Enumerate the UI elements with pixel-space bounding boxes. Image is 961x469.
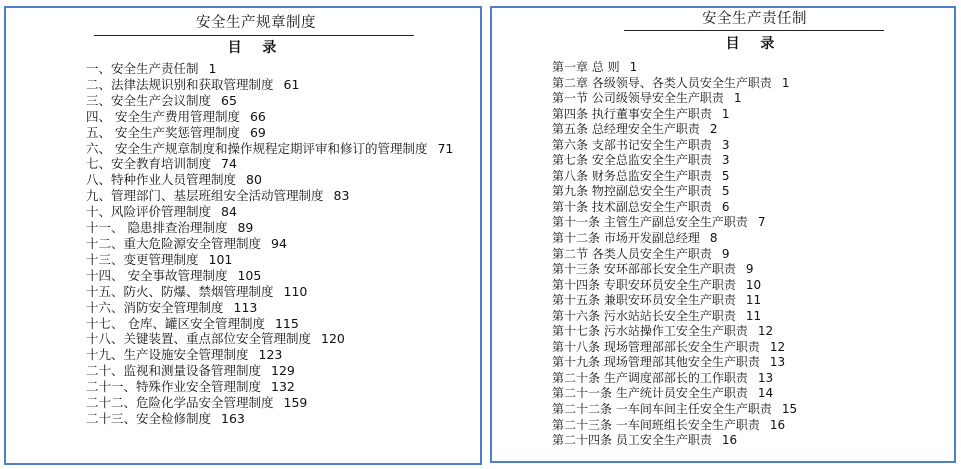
toc-entry-page-number: 1 [208, 61, 217, 76]
toc-entry-page-number: 10 [745, 277, 762, 292]
toc-entry-title: 一、安全生产责任制 [86, 61, 199, 76]
toc-entry [86, 141, 476, 157]
toc-entry [86, 93, 476, 109]
toc-entry-title: 第十八条 现场管理部部长安全生产职责 [552, 339, 760, 354]
toc-entry-title: 第一章 总 则 [552, 60, 620, 74]
toc-entry [552, 153, 952, 169]
toc-entry-page-number: 84 [221, 204, 237, 220]
toc-entry-page-number: 66 [249, 108, 266, 124]
toc-entry-title: 第十三条 安环部部长安全生产职责 [552, 262, 736, 277]
toc-entry-page-number: 163 [221, 410, 245, 426]
toc-entry [552, 60, 952, 76]
toc-entry [86, 395, 476, 411]
toc-entry-page-number: 159 [283, 395, 308, 411]
toc-entry [86, 77, 476, 93]
toc-entry-title: 第十一条 主管生产副总安全生产职责 [552, 215, 748, 230]
toc-entry-title: 第十四条 专职安环员安全生产职责 [552, 277, 736, 292]
toc-entry-title: 八、特种作业人员管理制度 [86, 172, 237, 188]
toc-entry-page-number: 65 [221, 92, 237, 108]
toc-entry [552, 309, 952, 325]
toc-entry [552, 293, 952, 309]
toc-entry-title: 第六条 支部书记安全生产职责 [552, 137, 712, 152]
toc-entry-page-number: 16 [721, 433, 738, 448]
toc-entry-title: 第十二条 市场开发副总经理 [552, 231, 700, 246]
table-of-contents [552, 60, 952, 449]
toc-entry-title: 第十九条 现场管理部其他安全生产职责 [552, 355, 760, 370]
toc-entry-title: 九、管理部门、基层班组安全活动管理制度 [86, 188, 324, 204]
toc-entry-page-number: 94 [271, 235, 287, 251]
toc-entry-title: 第十六条 污水站站长安全生产职责 [552, 308, 736, 323]
toc-entry-title: 第二十四条 员工安全生产职责 [552, 433, 712, 448]
toc-entry [86, 379, 476, 395]
toc-entry-page-number: 132 [271, 379, 295, 395]
toc-entry-page-number: 3 [721, 137, 730, 152]
toc-entry [86, 316, 476, 332]
toc-entry-title: 第一节 公司级领导安全生产职责 [552, 91, 724, 106]
toc-entry-page-number: 13 [769, 355, 786, 370]
toc-entry-title: 第十五条 兼职安环员安全生产职责 [552, 293, 736, 308]
toc-entry-page-number: 15 [781, 402, 798, 417]
toc-entry-title: 第五条 总经理安全生产职责 [552, 122, 700, 137]
toc-entry-title: 七、安全教育培训制度 [86, 156, 212, 172]
toc-entry [552, 122, 952, 138]
toc-entry [86, 204, 476, 220]
toc-entry-page-number: 61 [283, 76, 300, 92]
toc-entry [86, 268, 476, 284]
toc-entry-title: 十二、重大危险源安全管理制度 [86, 235, 262, 251]
toc-entry-title: 二、法律法规识别和获取管理制度 [86, 76, 274, 92]
toc-entry-page-number: 11 [745, 308, 762, 323]
toc-entry-page-number: 110 [283, 283, 308, 299]
toc-entry-title: 第四条 执行董事安全生产职责 [552, 106, 712, 121]
toc-entry-title: 十九、生产设施安全管理制度 [86, 347, 249, 363]
toc-entry-title: 十七、 仓库、罐区安全管理制度 [86, 315, 265, 331]
toc-entry-title: 第二章 各级领导、各类人员安全生产职责 [552, 75, 772, 90]
toc-entry [552, 107, 952, 123]
toc-entry-page-number: 6 [721, 199, 730, 214]
toc-entry-title: 第七条 安全总监安全生产职责 [552, 153, 712, 168]
toc-entry [86, 300, 476, 316]
toc-entry [86, 61, 476, 77]
toc-entry [86, 363, 476, 379]
toc-entry-page-number: 2 [709, 122, 718, 137]
document-title: 安全生产规章制度 [196, 15, 316, 31]
toc-entry [86, 109, 476, 125]
toc-entry-title: 第十条 技术副总安全生产职责 [552, 199, 712, 214]
toc-entry [552, 340, 952, 356]
toc-heading: 目 录 [725, 36, 783, 52]
toc-entry-title: 四、 安全生产费用管理制度 [86, 108, 240, 124]
toc-entry [552, 355, 952, 371]
toc-entry [86, 347, 476, 363]
toc-entry [86, 236, 476, 252]
toc-entry [552, 433, 952, 449]
toc-entry-title: 第九条 物控副总安全生产职责 [552, 184, 712, 199]
toc-entry-title: 十八、关键装置、重点部位安全管理制度 [86, 331, 312, 347]
toc-entry [552, 184, 952, 200]
toc-entry-page-number: 1 [721, 106, 730, 121]
toc-entry-page-number: 1 [629, 60, 638, 74]
toc-entry-page-number: 13 [757, 370, 774, 385]
toc-entry-title: 十五、防火、防爆、禁烟管理制度 [86, 283, 274, 299]
toc-entry-page-number: 69 [249, 124, 266, 140]
toc-entry [552, 418, 952, 434]
toc-entry-page-number: 12 [757, 324, 774, 339]
toc-entry-page-number: 105 [237, 267, 262, 283]
toc-entry-page-number: 9 [721, 246, 730, 261]
toc-entry [552, 91, 952, 107]
toc-entry [552, 215, 952, 231]
toc-entry [552, 138, 952, 154]
toc-entry-title: 二十二、危险化学品安全管理制度 [86, 395, 274, 411]
toc-entry-title: 二十三、安全检修制度 [86, 410, 212, 426]
toc-entry [86, 125, 476, 141]
toc-entry [552, 247, 952, 263]
toc-entry-page-number: 7 [757, 215, 766, 230]
toc-entry-page-number: 16 [769, 417, 786, 432]
toc-entry-title: 二十、监视和测量设备管理制度 [86, 363, 262, 379]
document-title: 安全生产责任制 [702, 11, 807, 27]
toc-heading: 目 录 [227, 40, 285, 56]
toc-entry-title: 第二十二条 一车间车间主任安全生产职责 [552, 402, 772, 417]
toc-entry-title: 十三、变更管理制度 [86, 251, 199, 267]
toc-entry-page-number: 123 [258, 347, 283, 363]
toc-entry-page-number: 5 [721, 184, 730, 199]
toc-entry-page-number: 74 [221, 156, 237, 172]
toc-entry [86, 220, 476, 236]
toc-entry-page-number: 120 [321, 331, 345, 347]
toc-entry-title: 第十七条 污水站操作工安全生产职责 [552, 324, 748, 339]
toc-entry-page-number: 12 [769, 339, 786, 354]
toc-entry-title: 六、 安全生产规章制度和操作规程定期评审和修订的管理制度 [86, 140, 428, 156]
toc-entry [552, 386, 952, 402]
toc-entry-title: 十一、 隐患排查治理制度 [86, 220, 228, 236]
toc-entry [86, 284, 476, 300]
toc-entry [552, 200, 952, 216]
toc-entry-title: 第二十一条 生产统计员安全生产职责 [552, 386, 748, 401]
toc-entry-page-number: 8 [709, 231, 718, 246]
toc-entry-title: 第二十三条 一车间班组长安全生产职责 [552, 417, 760, 432]
toc-entry [552, 76, 952, 92]
toc-entry-title: 十六、消防安全管理制度 [86, 299, 224, 315]
toc-entry-title: 第二节 各类人员安全生产职责 [552, 246, 712, 261]
toc-entry [552, 262, 952, 278]
title-underline [624, 30, 884, 31]
toc-entry-page-number: 71 [437, 140, 454, 156]
toc-entry-title: 第二十条 生产调度部部长的工作职责 [552, 370, 748, 385]
toc-entry-page-number: 115 [274, 315, 299, 331]
toc-entry-page-number: 11 [745, 293, 762, 308]
toc-entry-page-number: 89 [237, 220, 254, 236]
toc-entry-page-number: 80 [246, 172, 262, 188]
document-page-left [4, 6, 482, 465]
toc-entry-page-number: 1 [733, 91, 742, 106]
table-of-contents [86, 61, 476, 427]
toc-entry-page-number: 14 [757, 386, 774, 401]
toc-entry-page-number: 9 [745, 262, 754, 277]
toc-entry [86, 172, 476, 188]
toc-entry-title: 三、安全生产会议制度 [86, 92, 212, 108]
toc-entry-page-number: 101 [208, 251, 233, 267]
toc-entry [552, 324, 952, 340]
toc-entry [86, 188, 476, 204]
document-page-right [490, 6, 956, 463]
toc-entry [552, 231, 952, 247]
toc-entry [552, 278, 952, 294]
toc-entry-page-number: 83 [333, 188, 350, 204]
toc-entry [86, 252, 476, 268]
toc-entry [86, 331, 476, 347]
toc-entry-title: 十四、 安全事故管理制度 [86, 267, 228, 283]
toc-entry [86, 411, 476, 427]
toc-entry-title: 五、 安全生产奖惩管理制度 [86, 124, 240, 140]
toc-entry-title: 第八条 财务总监安全生产职责 [552, 168, 712, 183]
toc-entry-page-number: 3 [721, 153, 730, 168]
toc-entry-page-number: 1 [781, 75, 790, 90]
toc-entry-page-number: 5 [721, 168, 730, 183]
toc-entry-page-number: 129 [271, 363, 295, 379]
toc-entry-title: 十、风险评价管理制度 [86, 204, 212, 220]
toc-entry [552, 402, 952, 418]
toc-entry [86, 156, 476, 172]
toc-entry [552, 371, 952, 387]
toc-entry [552, 169, 952, 185]
title-underline [94, 35, 414, 36]
toc-entry-page-number: 113 [233, 299, 258, 315]
toc-entry-title: 二十一、特殊作业安全管理制度 [86, 379, 262, 395]
